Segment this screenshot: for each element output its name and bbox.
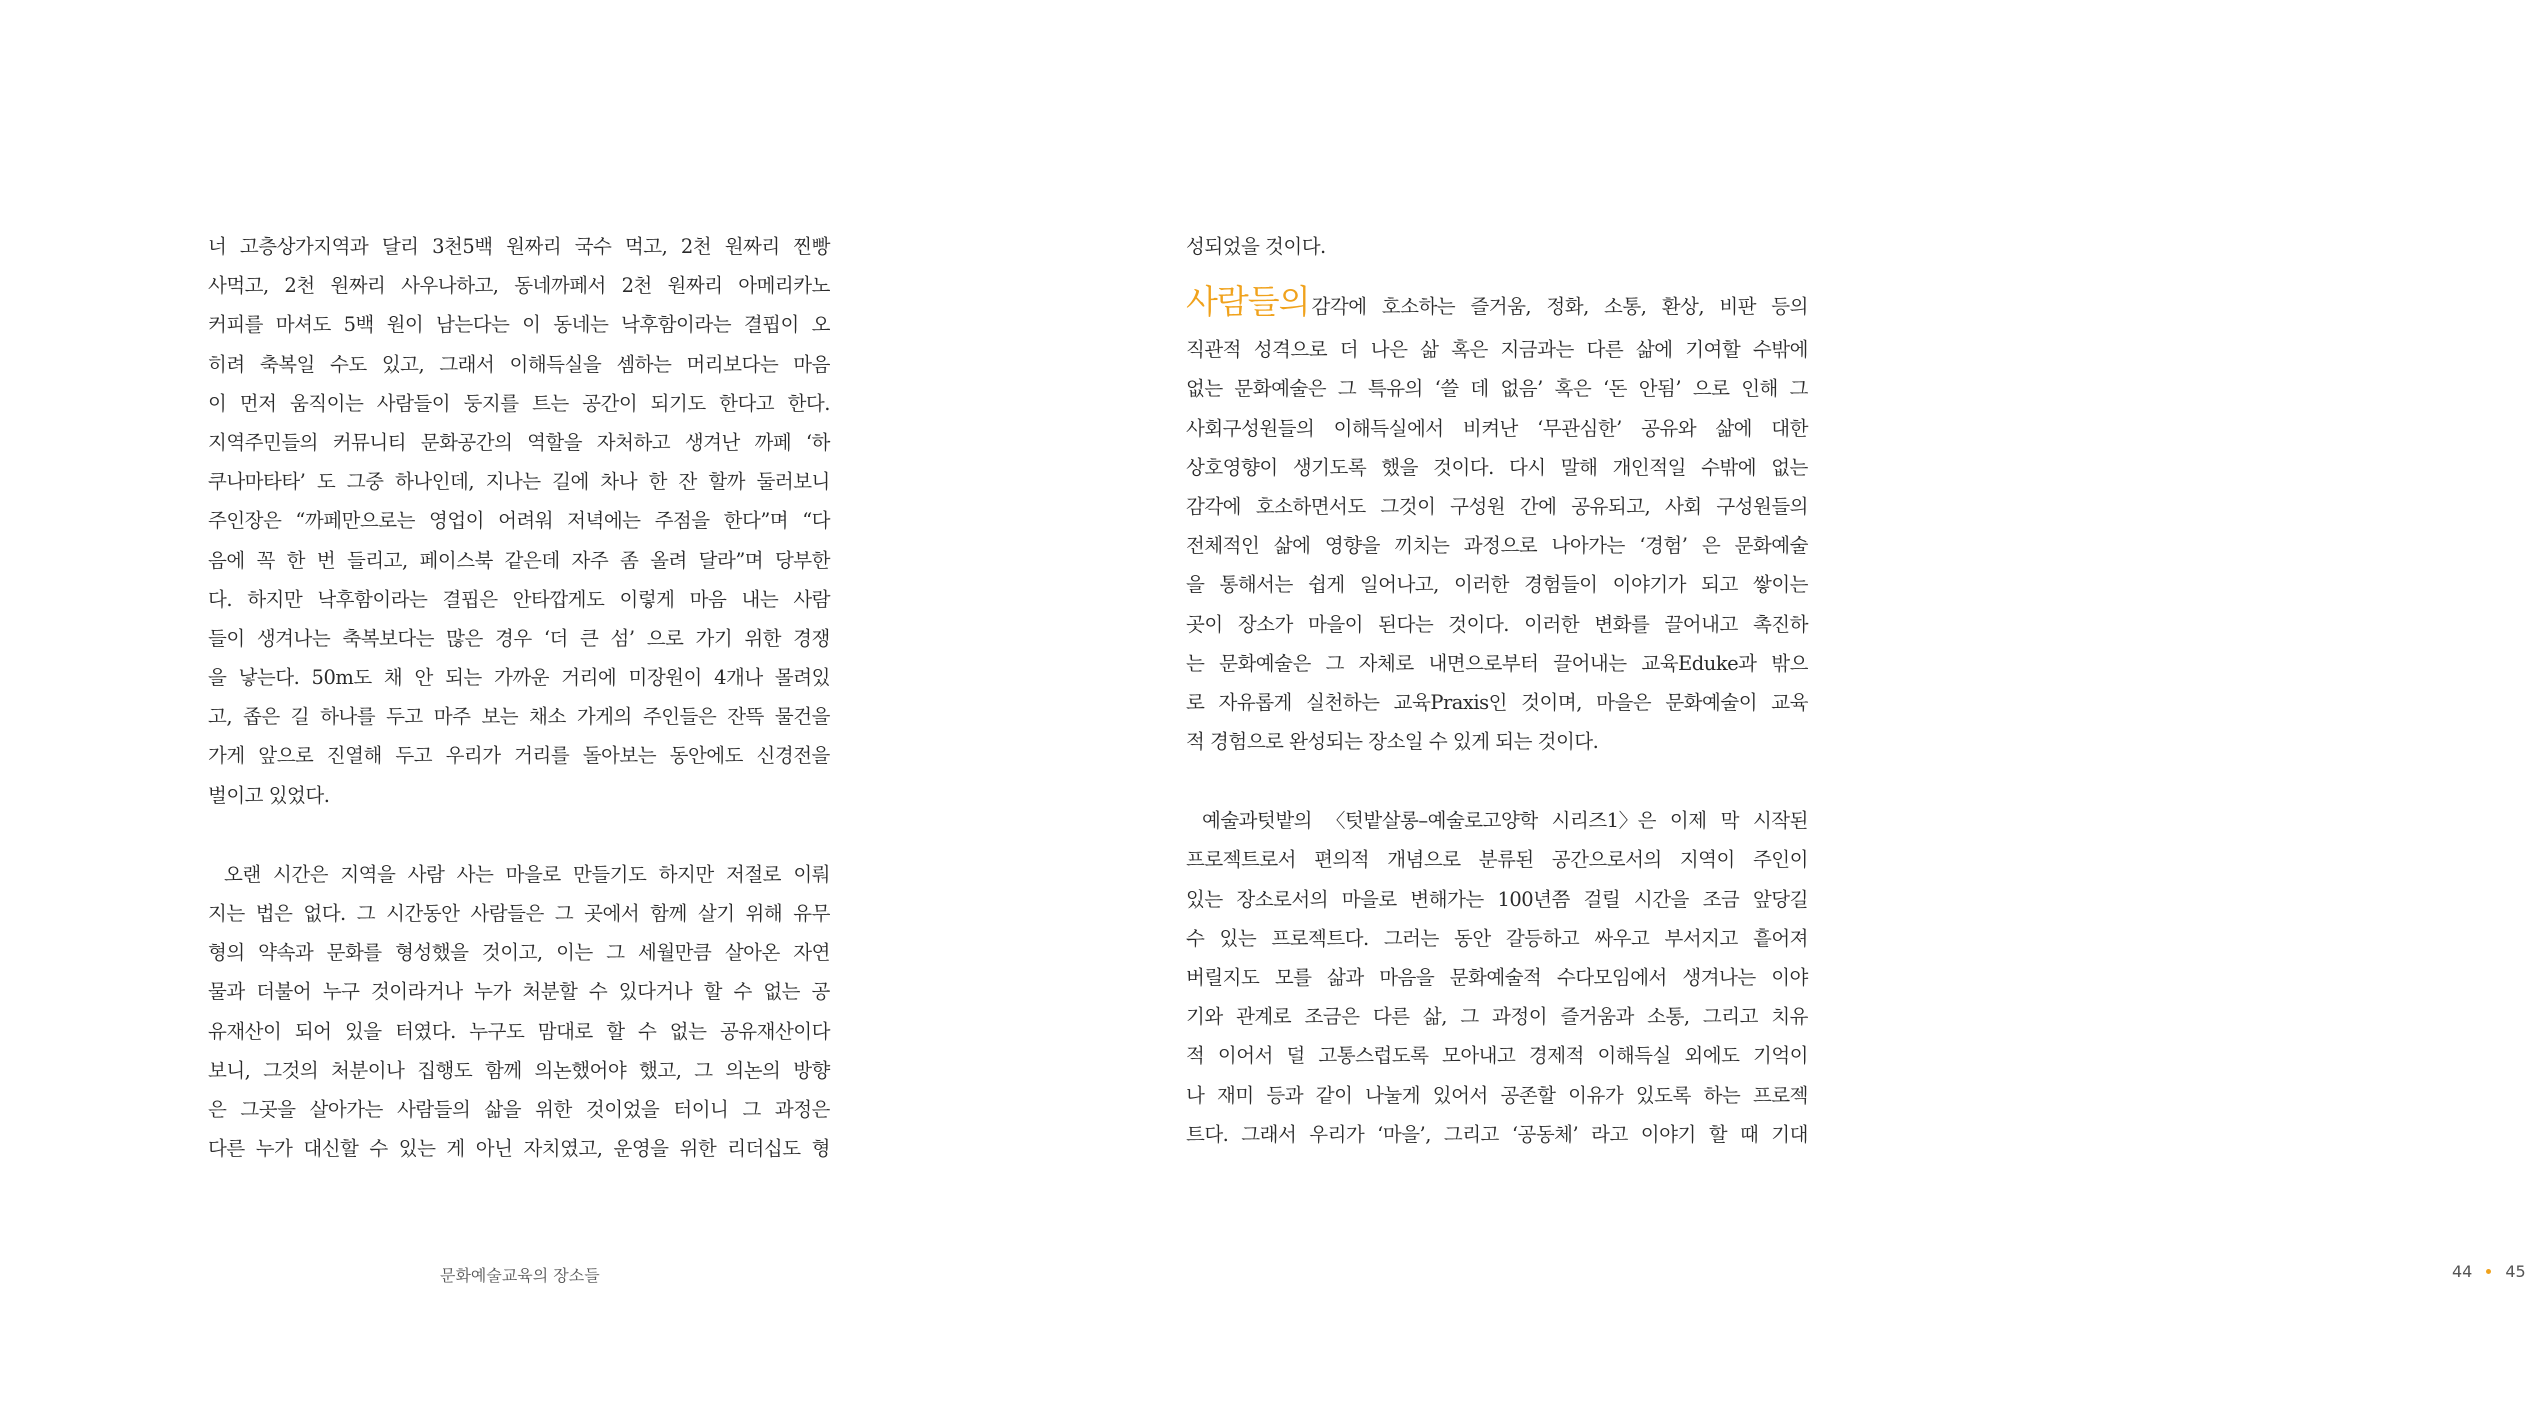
text-line: 주인장은 “까페만으로는 영업이 어려워 저녁에는 주점을 한다”며 “다: [208, 509, 830, 533]
left-paragraph-1: [208, 227, 830, 815]
separator-dot: [2486, 1269, 2491, 1274]
text-line: 적 이어서 덜 고통스럽도록 모아내고 경제적 이해득실 외에도 기억이: [1186, 1044, 1808, 1068]
text-line: 전체적인 삶에 영향을 끼치는 과정으로 나아가는 ‘경험’ 은 문화예술: [1186, 534, 1808, 558]
text-line: 이 먼저 움직이는 사람들이 둥지를 트는 공간이 되기도 한다고 한다.: [208, 391, 830, 415]
text-line: 오랜 시간은 지역을 사람 사는 마을로 만들기도 하지만 저절로 이뤄: [224, 862, 830, 886]
text-line: 커피를 마셔도 5백 원이 남는다는 이 동네는 낙후함이라는 결핍이 오: [208, 313, 830, 337]
page-number-left: 44: [2452, 1262, 2473, 1281]
text-line: 히려 축복일 수도 있고, 그래서 이해득실을 셈하는 머리보다는 마음: [208, 352, 830, 376]
text-line: 을 낳는다. 50m도 채 안 되는 가까운 거리에 미장원이 4개나 몰려있: [208, 666, 830, 690]
paragraph-gap: [208, 815, 830, 855]
text-line: 음에 꼭 한 번 들리고, 페이스북 같은데 자주 좀 올려 달라”며 당부한: [208, 548, 830, 572]
right-paragraph-2: [1186, 801, 1808, 1154]
text-line: 로 자유롭게 실천하는 교육Praxis인 것이며, 마을은 문화예술이 교육: [1186, 690, 1808, 714]
left-text-column: [208, 227, 830, 1168]
dropcap-word: 사람들의: [1186, 282, 1310, 322]
text-line: 직관적 성격으로 더 나은 삶 혹은 지금과는 다른 삶에 기여할 수밖에: [1186, 338, 1808, 362]
text-line: 은 그곳을 살아가는 사람들의 삶을 위한 것이었을 터이니 그 과정은: [208, 1097, 830, 1121]
text-line: 곳이 장소가 마을이 된다는 것이다. 이러한 변화를 끌어내고 촉진하: [1186, 612, 1808, 636]
text-line: 다른 누가 대신할 수 있는 게 아닌 자치였고, 운영을 위한 리더십도 형: [208, 1137, 830, 1161]
left-page: [0, 0, 1000, 1413]
text-line: 사먹고, 2천 원짜리 사우나하고, 동네까페서 2천 원짜리 아메리카노: [208, 274, 830, 298]
text-line: 기와 관계로 조금은 다른 삶, 그 과정이 즐거움과 소통, 그리고 치유: [1186, 1005, 1808, 1029]
text-line: 성되었을 것이다.: [1186, 235, 1326, 258]
text-line: 감각에 호소하면서도 그것이 구성원 간에 공유되고, 사회 구성원들의: [1186, 494, 1808, 518]
text-line: 지는 법은 없다. 그 시간동안 사람들은 그 곳에서 함께 살기 위해 유무: [208, 902, 830, 925]
text-line: 물과 더불어 누구 것이라거나 누가 처분할 수 있다거나 할 수 없는 공: [208, 980, 830, 1004]
text-line: 지역주민들의 커뮤니티 문화공간의 역할을 자처하고 생겨난 까페 ‘하: [208, 430, 830, 454]
text-line: 상호영향이 생기도록 했을 것이다. 다시 말해 개인적일 수밖에 없는: [1186, 455, 1808, 479]
page-number-right: 45: [2505, 1262, 2526, 1281]
dropcap-line-rest: 감각에 호소하는 즐거움, 정화, 소통, 환상, 비판 등의: [1311, 295, 1808, 319]
paragraph-gap: [1186, 761, 1808, 801]
text-line: 버릴지도 모를 삶과 마음을 문화예술적 수다모임에서 생겨나는 이야: [1186, 966, 1808, 989]
text-line: 벌이고 있었다.: [208, 783, 330, 807]
text-line: 다. 하지만 낙후함이라는 결핍은 안타깝게도 이렇게 마음 내는 사람: [208, 587, 830, 611]
text-line: 유재산이 되어 있을 터였다. 누구도 맘대로 할 수 없는 공유재산이다: [208, 1019, 830, 1043]
dropcap-line: [1186, 274, 1808, 330]
text-line: 쿠나마타타’ 도 그중 하나인데, 지나는 길에 차나 한 잔 할까 둘러보니: [208, 470, 830, 494]
text-line: 없는 문화예술은 그 특유의 ‘쓸 데 없음’ 혹은 ‘돈 안됨’ 으로 인해 그: [1186, 377, 1808, 401]
text-line: 가게 앞으로 진열해 두고 우리가 거리를 돌아보는 동안에도 신경전을: [208, 744, 830, 768]
text-line: 들이 생겨나는 축복보다는 많은 경우 ‘더 큰 섬’ 으로 가기 위한 경쟁: [208, 626, 830, 650]
text-line: 사회구성원들의 이해득실에서 비켜난 ‘무관심한’ 공유와 삶에 대한: [1186, 416, 1808, 440]
paragraph-gap: [1186, 266, 1808, 274]
text-line: 는 문화예술은 그 자체로 내면으로부터 끌어내는 교육Eduke과 밖으: [1186, 651, 1808, 675]
text-line: 보니, 그것의 처분이나 집행도 함께 의논했어야 했고, 그 의논의 방향: [208, 1058, 830, 1082]
text-line: 수 있는 프로젝트다. 그러는 동안 갈등하고 싸우고 부서지고 흩어져: [1186, 926, 1808, 950]
text-line: 적 경험으로 완성되는 장소일 수 있게 되는 것이다.: [1186, 730, 1599, 754]
left-paragraph-2: [208, 855, 830, 1169]
text-line: 트다. 그래서 우리가 ‘마을’, 그리고 ‘공동체’ 라고 이야기 할 때 기대: [1186, 1122, 1808, 1146]
text-line: 나 재미 등과 같이 나눌게 있어서 공존할 이유가 있도록 하는 프로젝: [1186, 1083, 1808, 1107]
text-line: 형의 약속과 문화를 형성했을 것이고, 이는 그 세월만큼 살아온 자연: [208, 941, 830, 965]
right-text-column: [1186, 227, 1808, 1154]
right-paragraph-1: [1186, 330, 1808, 761]
text-line: 예술과텃밭의 〈텃밭살롱–예술로고양학 시리즈1〉은 이제 막 시작된: [1202, 809, 1808, 833]
text-line: 있는 장소로서의 마을로 변해가는 100년쯤 걸릴 시간을 조금 앞당길: [1186, 887, 1808, 911]
page-numbers: [2452, 1262, 2526, 1281]
running-footer-title: 문화예술교육의 장소들: [440, 1266, 600, 1285]
right-page: [1000, 0, 2526, 1413]
text-line: 너 고층상가지역과 달리 3천5백 원짜리 국수 먹고, 2천 원짜리 찐빵: [208, 235, 830, 258]
text-line: 고, 좁은 길 하나를 두고 마주 보는 채소 가게의 주인들은 잔뜩 물건을: [208, 705, 830, 729]
text-line: 프로젝트로서 편의적 개념으로 분류된 공간으로서의 지역이 주인이: [1186, 848, 1808, 872]
text-line: 을 통해서는 쉽게 일어나고, 이러한 경험들이 이야기가 되고 쌓이는: [1186, 573, 1808, 597]
